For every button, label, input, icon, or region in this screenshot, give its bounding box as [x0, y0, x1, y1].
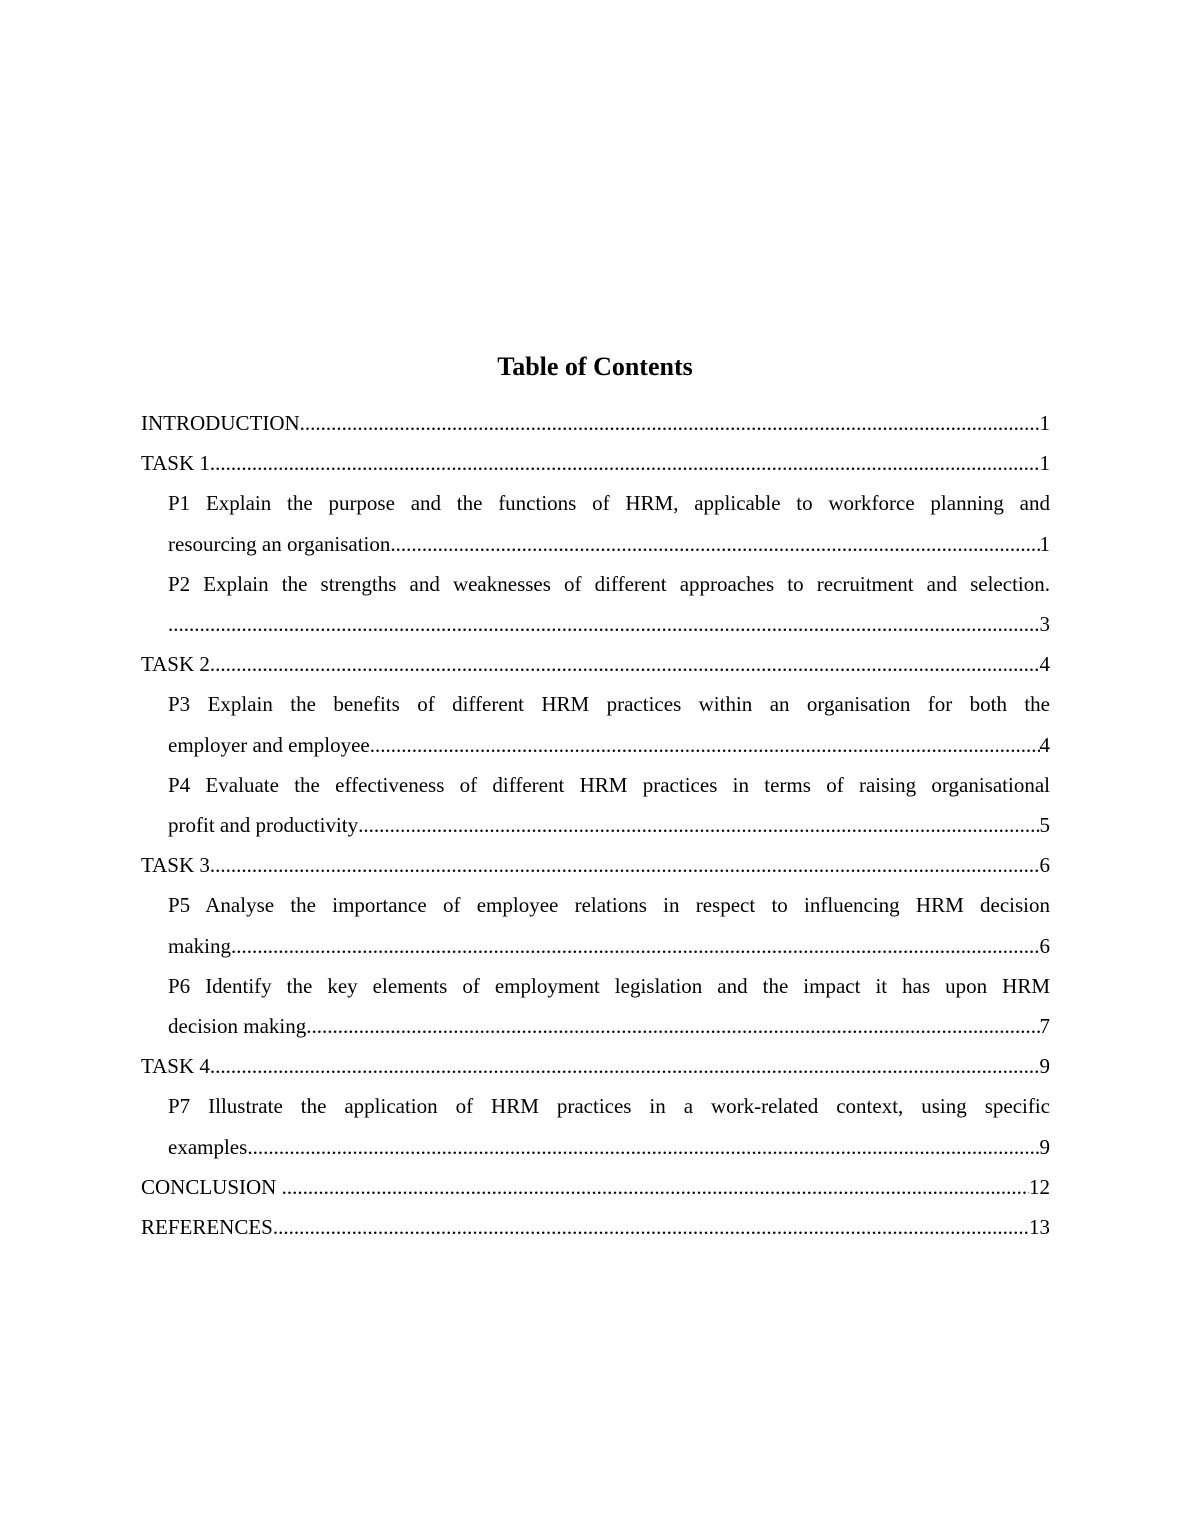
toc-page-number: 6 [1039, 933, 1050, 958]
toc-entry-references[interactable] [141, 1207, 1050, 1247]
toc-page-number: 12 [1029, 1174, 1050, 1199]
toc-entry-label: decision making [168, 1014, 307, 1039]
toc-entry-label: INTRODUCTION [141, 411, 300, 435]
toc-entry-label: employer and employee [168, 732, 370, 757]
toc-entry-conclusion[interactable] [141, 1167, 1050, 1207]
toc-entry-label: making [168, 933, 231, 958]
toc-entry-p4[interactable] [168, 765, 1050, 845]
toc-page-number: 3 [1039, 612, 1050, 637]
table-of-contents [141, 403, 1050, 1247]
dot-leader [358, 805, 1039, 845]
toc-page-number: 1 [1039, 531, 1050, 556]
toc-page-number: 5 [1039, 813, 1050, 838]
toc-entry-label: TASK 1 [141, 451, 210, 476]
toc-entry-label: examples [168, 1134, 248, 1159]
toc-entry-task-1[interactable] [141, 443, 1050, 483]
toc-page-number: 1 [1039, 451, 1050, 476]
toc-entry-label: resourcing an organisation [168, 531, 391, 556]
dot-leader [273, 1207, 1029, 1247]
toc-entry-task-2[interactable] [141, 644, 1050, 684]
toc-entry-text: P6 Identify the key elements of employment legislation and the impact it has upon HRM [168, 973, 1050, 998]
toc-entry-p5[interactable] [168, 885, 1050, 965]
toc-entry-p1[interactable] [168, 483, 1050, 563]
toc-entry-text: P7 Illustrate the application of HRM practices in a work-related context, using specific [168, 1094, 1050, 1119]
toc-entry-p6[interactable] [168, 966, 1050, 1046]
dot-leader [210, 1046, 1040, 1086]
dot-leader [210, 845, 1040, 885]
toc-entry-p7[interactable] [168, 1086, 1050, 1166]
toc-entry-task-3[interactable] [141, 845, 1050, 885]
dot-leader [300, 403, 1040, 443]
toc-page-number: 9 [1039, 1134, 1050, 1159]
toc-entry-p3[interactable] [168, 684, 1050, 764]
dot-leader [390, 524, 1039, 564]
toc-entry-text: P1 Explain the purpose and the functions of HRM, applicable to workforce planning and [168, 491, 1050, 516]
toc-entry-label: REFERENCES [141, 1215, 273, 1240]
dot-leader [231, 926, 1040, 966]
toc-page-number: 4 [1039, 652, 1050, 677]
toc-page-number: 6 [1039, 853, 1050, 878]
toc-entry-label: TASK 3 [141, 853, 210, 878]
dot-leader [210, 443, 1040, 483]
toc-page-number: 9 [1039, 1054, 1050, 1079]
toc-entry-text: P3 Explain the benefits of different HRM practices within an organisation for both the [168, 692, 1050, 717]
toc-entry-text: P5 Analyse the importance of employee relations in respect to influencing HRM decision [168, 893, 1050, 918]
page-title: Table of Contents [497, 352, 693, 381]
toc-page-number: 1 [1039, 411, 1050, 435]
toc-entry-label: TASK 2 [141, 652, 210, 677]
toc-entry-p2[interactable] [168, 564, 1050, 644]
dot-leader [247, 1127, 1039, 1167]
toc-entry-introduction[interactable] [141, 403, 1050, 443]
dot-leader [306, 1006, 1039, 1046]
toc-entry-label: TASK 4 [141, 1054, 210, 1079]
toc-entry-text: P4 Evaluate the effectiveness of different HRM practices in terms of raising organisational [168, 772, 1050, 797]
toc-page-number: 4 [1039, 732, 1050, 757]
toc-page-number: 7 [1039, 1014, 1050, 1039]
dot-leader [210, 644, 1040, 684]
dot-leader [282, 1167, 1029, 1207]
toc-entry-label: profit and productivity [168, 813, 359, 838]
toc-page-number: 13 [1029, 1215, 1050, 1240]
toc-entry-label: CONCLUSION [141, 1174, 282, 1199]
dot-leader [168, 604, 1040, 644]
dot-leader [370, 725, 1040, 765]
toc-entry-text: P2 Explain the strengths and weaknesses of different approaches to recruitment and selection. [168, 571, 1050, 596]
toc-entry-task-4[interactable] [141, 1046, 1050, 1086]
